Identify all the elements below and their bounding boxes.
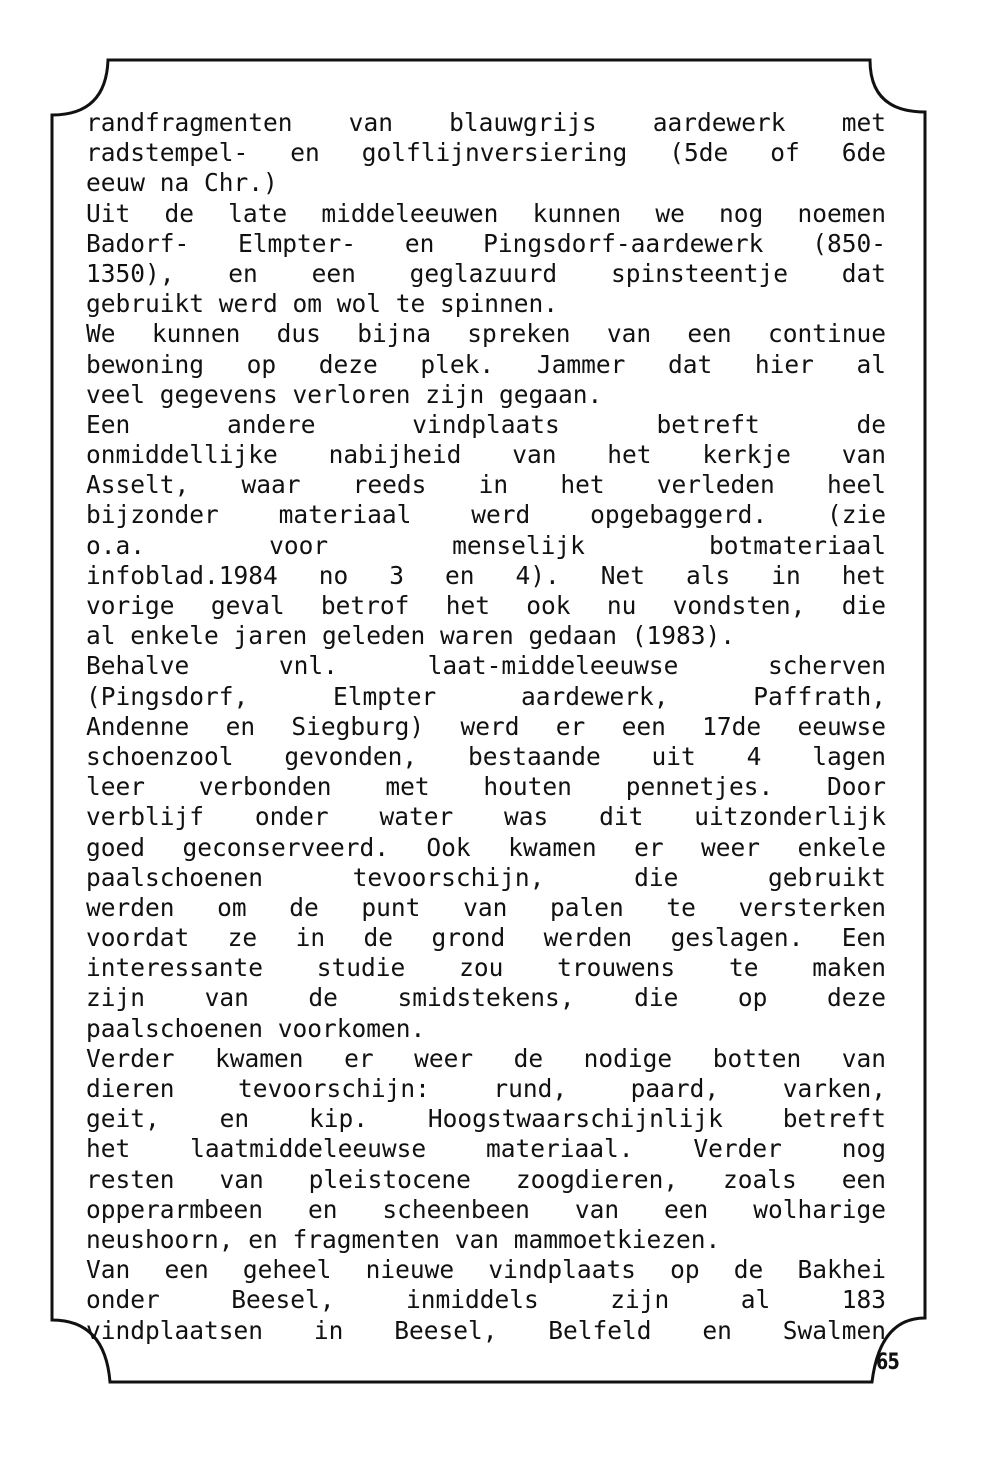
text-line: eeuw na Chr.) bbox=[86, 168, 278, 198]
text-line: bewoning op deze plek. Jammer dat hier al bbox=[86, 349, 886, 379]
text-line: voordat ze in de grond werden geslagen. Een bbox=[86, 923, 886, 953]
text-line: goed geconserveerd. Ook kwamen er weer enkele bbox=[86, 832, 886, 862]
text-line: resten van pleistocene zoogdieren, zoals een bbox=[86, 1164, 886, 1194]
text-line: Van een geheel nieuwe vindplaats op de Bakhei bbox=[86, 1255, 886, 1285]
text-line: zijn van de smidstekens, die op deze bbox=[86, 983, 886, 1013]
page-number: 65 bbox=[876, 1350, 899, 1375]
text-line: 1350), en een geglazuurd spinsteentje dat bbox=[86, 258, 886, 288]
text-line: leer verbonden met houten pennetjes. Door bbox=[86, 772, 886, 802]
text-line: gebruikt werd om wol te spinnen. bbox=[86, 289, 559, 319]
text-line: We kunnen dus bijna spreken van een continue bbox=[86, 319, 886, 349]
text-line: onder Beesel, inmiddels zijn al 183 bbox=[86, 1285, 886, 1315]
text-line: paalschoenen voorkomen. bbox=[86, 1013, 426, 1043]
text-line: onmiddellijke nabijheid van het kerkje van bbox=[86, 440, 886, 470]
text-line: verblijf onder water was dit uitzonderlijk bbox=[86, 802, 886, 832]
text-line: bijzonder materiaal werd opgebaggerd. (zie bbox=[86, 500, 886, 530]
text-line: Verder kwamen er weer de nodige botten van bbox=[86, 1043, 886, 1073]
text-line: Uit de late middeleeuwen kunnen we nog noemen bbox=[86, 198, 886, 228]
text-line: veel gegevens verloren zijn gegaan. bbox=[86, 379, 603, 409]
text-line: Asselt, waar reeds in het verleden heel bbox=[86, 470, 886, 500]
text-line: infoblad.1984 no 3 en 4). Net als in het bbox=[86, 560, 886, 590]
text-line: Een andere vindplaats betreft de bbox=[86, 409, 886, 439]
text-line: neushoorn, en fragmenten van mammoetkiezen. bbox=[86, 1224, 721, 1254]
text-line: al enkele jaren geleden waren gedaan (1983). bbox=[86, 621, 736, 651]
text-line: vindplaatsen in Beesel, Belfeld en Swalmen bbox=[86, 1315, 886, 1345]
text-line: Badorf- Elmpter- en Pingsdorf-aardewerk (850- bbox=[86, 228, 886, 258]
body-text bbox=[86, 108, 886, 1346]
text-line: opperarmbeen en scheenbeen van een wolharige bbox=[86, 1194, 886, 1224]
text-line: geit, en kip. Hoogstwaarschijnlijk betreft bbox=[86, 1104, 886, 1134]
text-line: het laatmiddeleeuwse materiaal. Verder nog bbox=[86, 1134, 886, 1164]
text-line: Andenne en Siegburg) werd er een 17de eeuwse bbox=[86, 711, 886, 741]
text-line: paalschoenen tevoorschijn, die gebruikt bbox=[86, 862, 886, 892]
text-line: interessante studie zou trouwens te maken bbox=[86, 953, 886, 983]
text-line: dieren tevoorschijn: rund, paard, varken, bbox=[86, 1074, 886, 1103]
text-line: Behalve vnl. laat-middeleeuwse scherven bbox=[86, 651, 886, 681]
text-line: (Pingsdorf, Elmpter aardewerk, Paffrath, bbox=[86, 681, 886, 711]
text-line: vorige geval betrof het ook nu vondsten, die bbox=[86, 591, 886, 620]
text-line: radstempel- en golflijnversiering (5de of 6de bbox=[86, 138, 886, 168]
text-line: schoenzool gevonden, bestaande uit 4 lagen bbox=[86, 741, 886, 771]
text-line: werden om de punt van palen te versterken bbox=[86, 892, 886, 922]
text-line: o.a. voor menselijk botmateriaal bbox=[86, 530, 886, 560]
text-line: randfragmenten van blauwgrijs aardewerk met bbox=[86, 108, 886, 137]
